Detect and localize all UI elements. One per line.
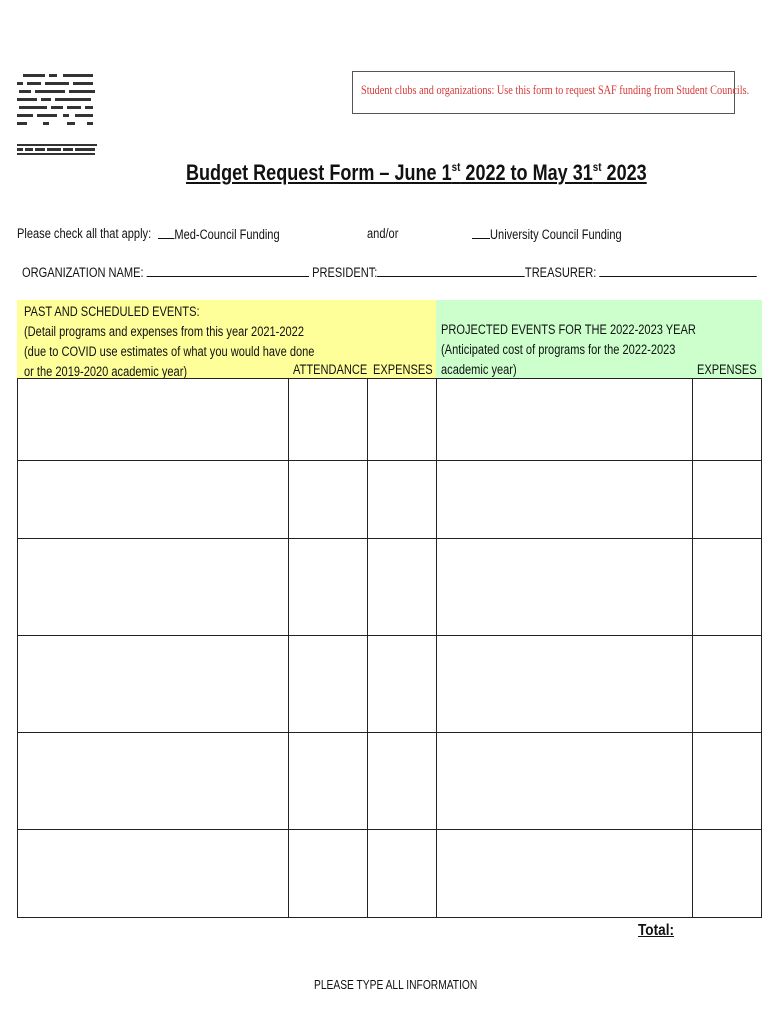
title-prefix: Budget Request Form – June 1: [186, 160, 452, 185]
projected-events-header-line: PROJECTED EVENTS FOR THE 2022-2023 YEAR: [441, 322, 696, 337]
budget-table: [17, 300, 762, 918]
table-rule: [17, 460, 762, 461]
table-rule: [692, 378, 693, 918]
table-rule: [367, 378, 368, 918]
title-suffix: 2023: [601, 160, 647, 185]
officers-row: [22, 264, 757, 280]
past-events-header-line: PAST AND SCHEDULED EVENTS:: [24, 304, 200, 319]
funding-check-lead: Please check all that apply:: [17, 226, 152, 241]
university-council-label: University Council Funding: [490, 227, 622, 242]
table-rule: [17, 635, 762, 636]
treasurer-label: TREASURER:: [524, 265, 597, 280]
projected-expenses-header: EXPENSES: [697, 362, 757, 377]
med-council-checkbox[interactable]: [158, 226, 280, 242]
university-council-checkbox[interactable]: [472, 226, 622, 242]
funding-conjunction: and/or: [367, 226, 399, 241]
attendance-header: ATTENDANCE: [293, 362, 368, 377]
organization-name-label: ORGANIZATION NAME:: [22, 265, 144, 280]
university-council-check-blank[interactable]: [472, 226, 490, 239]
organization-name-field[interactable]: [147, 264, 309, 277]
title-sup-1: st: [451, 160, 461, 174]
table-rule: [17, 917, 762, 918]
projected-events-header-line: (Anticipated cost of programs for the 2022-2023: [441, 342, 676, 357]
table-rule: [17, 378, 18, 918]
title-middle: 2022 to May 31: [460, 160, 593, 185]
past-events-header-line: (Detail programs and expenses from this year 2021-2022: [24, 324, 304, 339]
table-rule: [17, 829, 762, 830]
med-council-check-blank[interactable]: [158, 226, 174, 239]
projected-events-header-text: [441, 320, 696, 380]
table-rule: [17, 538, 762, 539]
title-sup-2: st: [592, 160, 602, 174]
president-label: PRESIDENT:: [312, 265, 378, 280]
table-rule: [17, 732, 762, 733]
table-rule: [436, 378, 437, 918]
projected-events-header-line: academic year): [441, 362, 517, 377]
instruction-notice-text: Student clubs and organizations: Use this form to request SAF funding from Student Councils.: [361, 83, 750, 97]
total-label: Total:: [638, 922, 675, 939]
president-field[interactable]: [377, 264, 525, 277]
past-expenses-header: EXPENSES: [373, 362, 433, 377]
med-council-label: Med-Council Funding: [174, 227, 280, 242]
instruction-notice-box: [352, 71, 750, 114]
past-events-header-line: or the 2019-2020 academic year): [24, 364, 188, 379]
table-rule: [288, 378, 289, 918]
past-events-header-text: [24, 302, 314, 382]
table-rule: [761, 378, 762, 918]
organization-logo-icon: [15, 72, 99, 162]
projected-events-header: [436, 300, 762, 378]
table-rule: [17, 378, 762, 379]
past-events-header: [17, 300, 436, 378]
footer-note: PLEASE TYPE ALL INFORMATION: [314, 978, 478, 992]
treasurer-field[interactable]: [599, 264, 756, 277]
page-title: [186, 160, 647, 186]
past-events-header-line: (due to COVID use estimates of what you would have done: [24, 344, 315, 359]
